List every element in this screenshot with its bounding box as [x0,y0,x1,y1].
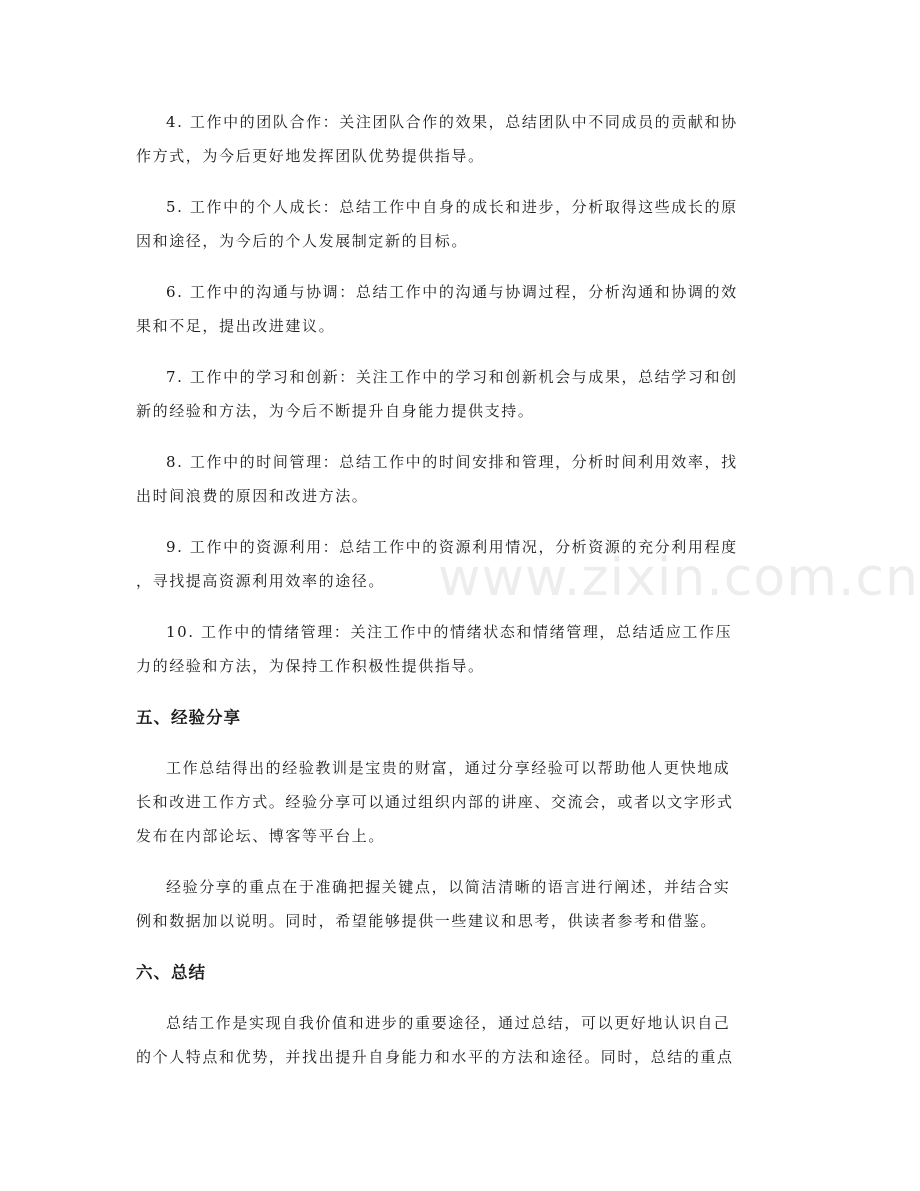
text-line: 果和不足，提出改进建议。 [136,317,336,335]
text-line: 5. 工作中的个人成长：总结工作中自身的成长和进步，分析取得这些成长的原 [166,198,738,216]
text-line: 9. 工作中的资源利用：总结工作中的资源利用情况，分析资源的充分利用程度 [166,538,738,556]
text-line: 作方式，为今后更好地发挥团队优势提供指导。 [136,147,485,165]
text-line: 例和数据加以说明。同时，希望能够提供一些建议和思考，供读者参考和借鉴。 [136,912,718,930]
text-line: 总结工作是实现自我价值和进步的重要途径，通过总结，可以更好地认识自己 [166,1014,731,1032]
section-heading: 六、总结 [136,963,206,982]
text-line: 因和途径，为今后的个人发展制定新的目标。 [136,232,469,250]
text-line: 长和改进工作方式。经验分享可以通过组织内部的讲座、交流会，或者以文字形式 [136,793,734,811]
text-line: 发布在内部论坛、博客等平台上。 [136,827,386,845]
text-line: 力的经验和方法，为保持工作积极性提供指导。 [136,657,485,675]
text-line: ，寻找提高资源利用效率的途径。 [136,572,386,590]
text-line: 4. 工作中的团队合作：关注团队合作的效果，总结团队中不同成员的贡献和协 [166,113,738,131]
section-heading: 五、经验分享 [136,708,241,727]
text-line: 经验分享的重点在于准确把握关键点，以简洁清晰的语言进行阐述，并结合实 [166,878,731,896]
text-line: 的个人特点和优势，并找出提升自身能力和水平的方法和途径。同时，总结的重点 [136,1048,734,1066]
text-line: 新的经验和方法，为今后不断提升自身能力提供支持。 [136,402,535,420]
text-line: 8. 工作中的时间管理：总结工作中的时间安排和管理，分析时间利用效率，找 [166,453,738,471]
text-line: 出时间浪费的原因和改进方法。 [136,487,369,505]
text-line: 7. 工作中的学习和创新：关注工作中的学习和创新机会与成果，总结学习和创 [166,368,738,386]
watermark: www.zixin.com.cn [438,548,919,608]
text-line: 6. 工作中的沟通与协调：总结工作中的沟通与协调过程，分析沟通和协调的效 [166,283,738,301]
text-line: 10. 工作中的情绪管理：关注工作中的情绪状态和情绪管理，总结适应工作压 [166,623,733,641]
text-line: 工作总结得出的经验教训是宝贵的财富，通过分享经验可以帮助他人更快地成 [166,759,731,777]
